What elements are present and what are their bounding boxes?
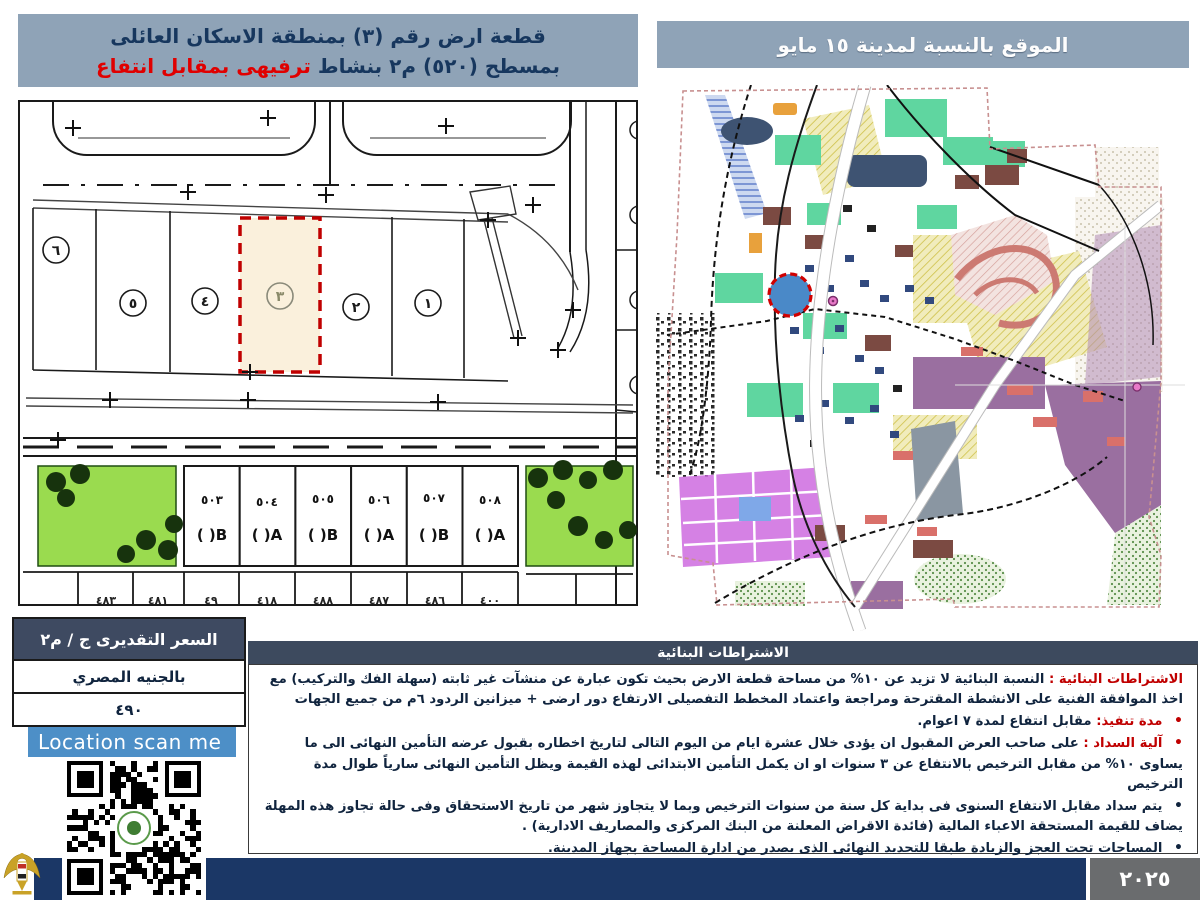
- condition-item: [259, 733, 1183, 794]
- svg-text:٤١٨: ٤١٨: [256, 594, 278, 606]
- location-marker-2: [1133, 383, 1141, 391]
- city-master-plan-map: [655, 85, 1190, 631]
- svg-text:٤٨٧: ٤٨٧: [368, 594, 390, 606]
- plot-number-4: ٤: [200, 294, 210, 310]
- plot-title-activity: ترفيهى بمقابل انتفاع: [96, 53, 311, 78]
- svg-text:٥٠٤: ٥٠٤: [256, 495, 278, 509]
- location-title-banner: [657, 21, 1189, 68]
- conditions-title: الاشتراطات البنائية: [657, 644, 789, 661]
- location-title: الموقع بالنسبة لمدينة ١٥ مايو: [777, 32, 1069, 57]
- condition-lead: الاشتراطات البنائية :: [1048, 672, 1183, 687]
- condition-item: [259, 711, 1183, 732]
- svg-text:( )B: ( )B: [196, 526, 228, 544]
- price-table: [12, 617, 246, 727]
- bullet-icon: •: [1174, 713, 1183, 730]
- conditions-body: [248, 664, 1198, 857]
- svg-text:٤٨١: ٤٨١: [147, 594, 169, 606]
- price-table-header: السعر التقديرى ج / م٢: [14, 619, 244, 661]
- svg-text:٥٠٦: ٥٠٦: [368, 493, 390, 507]
- condition-item: [259, 796, 1183, 837]
- qr-finder-icon: [67, 761, 103, 797]
- svg-text:٤٠٠: ٤٠٠: [479, 594, 501, 606]
- plot-number-3: ٣: [275, 289, 285, 305]
- conditions-header: [248, 641, 1198, 664]
- qr-code: [62, 756, 206, 900]
- condition-text: على صاحب العرض المقبول ان يؤدى خلال عشرة ايام من اليوم التالى لتاريخ اخطاره بقبول عرضه التأمين النهائى الى ما يساوى ١٠% من مقابل الترخيص بالانتفاع عن ٣ سنوات او ان يكمل التأمين الابتدائى لهذه القيمة ويظل التأمين النهائى سارياً طوال مدة الترخيص: [304, 736, 1183, 792]
- footer-year: ٢٠٢٥: [1090, 858, 1200, 900]
- svg-text:٥٠٥: ٥٠٥: [312, 492, 334, 506]
- svg-text:٥٠٣: ٥٠٣: [201, 493, 223, 507]
- svg-text:( )B: ( )B: [307, 526, 339, 544]
- egypt-eagle-logo-icon: [2, 852, 42, 900]
- qr-code-grid: [67, 761, 201, 895]
- condition-text: المساحات تحت العجز والزيادة طبقا للتحديد النهائى الذى يصدر من ادارة المساحة بجهاز المدينة.: [547, 841, 1163, 857]
- qr-finder-icon: [165, 761, 201, 797]
- plot-title-line2-prefix: بمسطح (٥٢٠) م٢ بنشاط: [317, 53, 560, 78]
- plot-number-6: ٦: [51, 243, 61, 259]
- bullet-icon: •: [1174, 840, 1183, 857]
- svg-text:٤٨٣: ٤٨٣: [95, 594, 117, 606]
- price-value: ٤٩٠: [115, 700, 143, 719]
- plot-number-2: ٢: [351, 300, 361, 316]
- location-marker-dot: [832, 300, 835, 303]
- qr-center-logo-icon: [117, 811, 152, 846]
- condition-lead: مدة تنفيذ:: [1096, 714, 1163, 730]
- plot-title-banner: [18, 14, 638, 87]
- svg-text:( )B: ( )B: [418, 526, 450, 544]
- plot-title-line2: [96, 51, 560, 81]
- condition-text: النسبة البنائية لا تزيد عن ١٠% من مساحة قطعة الارض بحيث تكون عبارة عن منشآت غير ثابته (سهلة الفك والتركيب) مع اخذ الموافقة الفنية على الانشطة المقترحة ومراجعة واعتماد المخطط التفصيلى الارتفاع دور ارضى + ميزانين الردود ٦م من جميع الجهات: [269, 672, 1183, 708]
- plot-title-line1: قطعة ارض رقم (٣) بمنطقة الاسكان العائلى: [110, 23, 546, 48]
- condition-lead: آلية السداد :: [1083, 736, 1163, 752]
- condition-item: [259, 838, 1183, 859]
- plot-number-1: ١: [423, 296, 433, 312]
- plot-survey-map: [18, 100, 638, 606]
- location-scan-label: Location scan me: [28, 727, 236, 757]
- qr-finder-icon: [67, 859, 103, 895]
- plot-location-circle: [769, 274, 811, 316]
- svg-text:٤٨٦: ٤٨٦: [424, 594, 446, 606]
- condition-text: مقابل انتفاع لمدة ٧ اعوام.: [917, 714, 1092, 730]
- svg-text:( )A: ( )A: [474, 526, 506, 544]
- bullet-icon: •: [1174, 735, 1183, 752]
- svg-text:٤٩: ٤٩: [204, 594, 218, 606]
- svg-text:٥٠٨: ٥٠٨: [479, 493, 501, 507]
- plot-number-5: ٥: [128, 296, 138, 312]
- bullet-icon: •: [1174, 797, 1183, 814]
- condition-item: [259, 670, 1183, 710]
- svg-text:( )A: ( )A: [251, 526, 283, 544]
- lettered-cells: [184, 466, 518, 566]
- svg-text:٥٠٧: ٥٠٧: [423, 491, 445, 505]
- condition-text: يتم سداد مقابل الانتفاع السنوى فى بداية كل سنة من سنوات الترخيص وبما لا يتجاوز شهر من تاريخ الاستحقاق وفى حالة تجاوز هذه المهلة يضاف للقيمة المستحقة الاعباء المالية (فائدة الاقراض المعلنة من البنك المركزى والمصاريف الادارية) .: [264, 798, 1183, 835]
- svg-text:٤٨٨: ٤٨٨: [312, 594, 334, 606]
- price-currency: بالجنيه المصري: [14, 661, 244, 694]
- svg-text:( )A: ( )A: [363, 526, 395, 544]
